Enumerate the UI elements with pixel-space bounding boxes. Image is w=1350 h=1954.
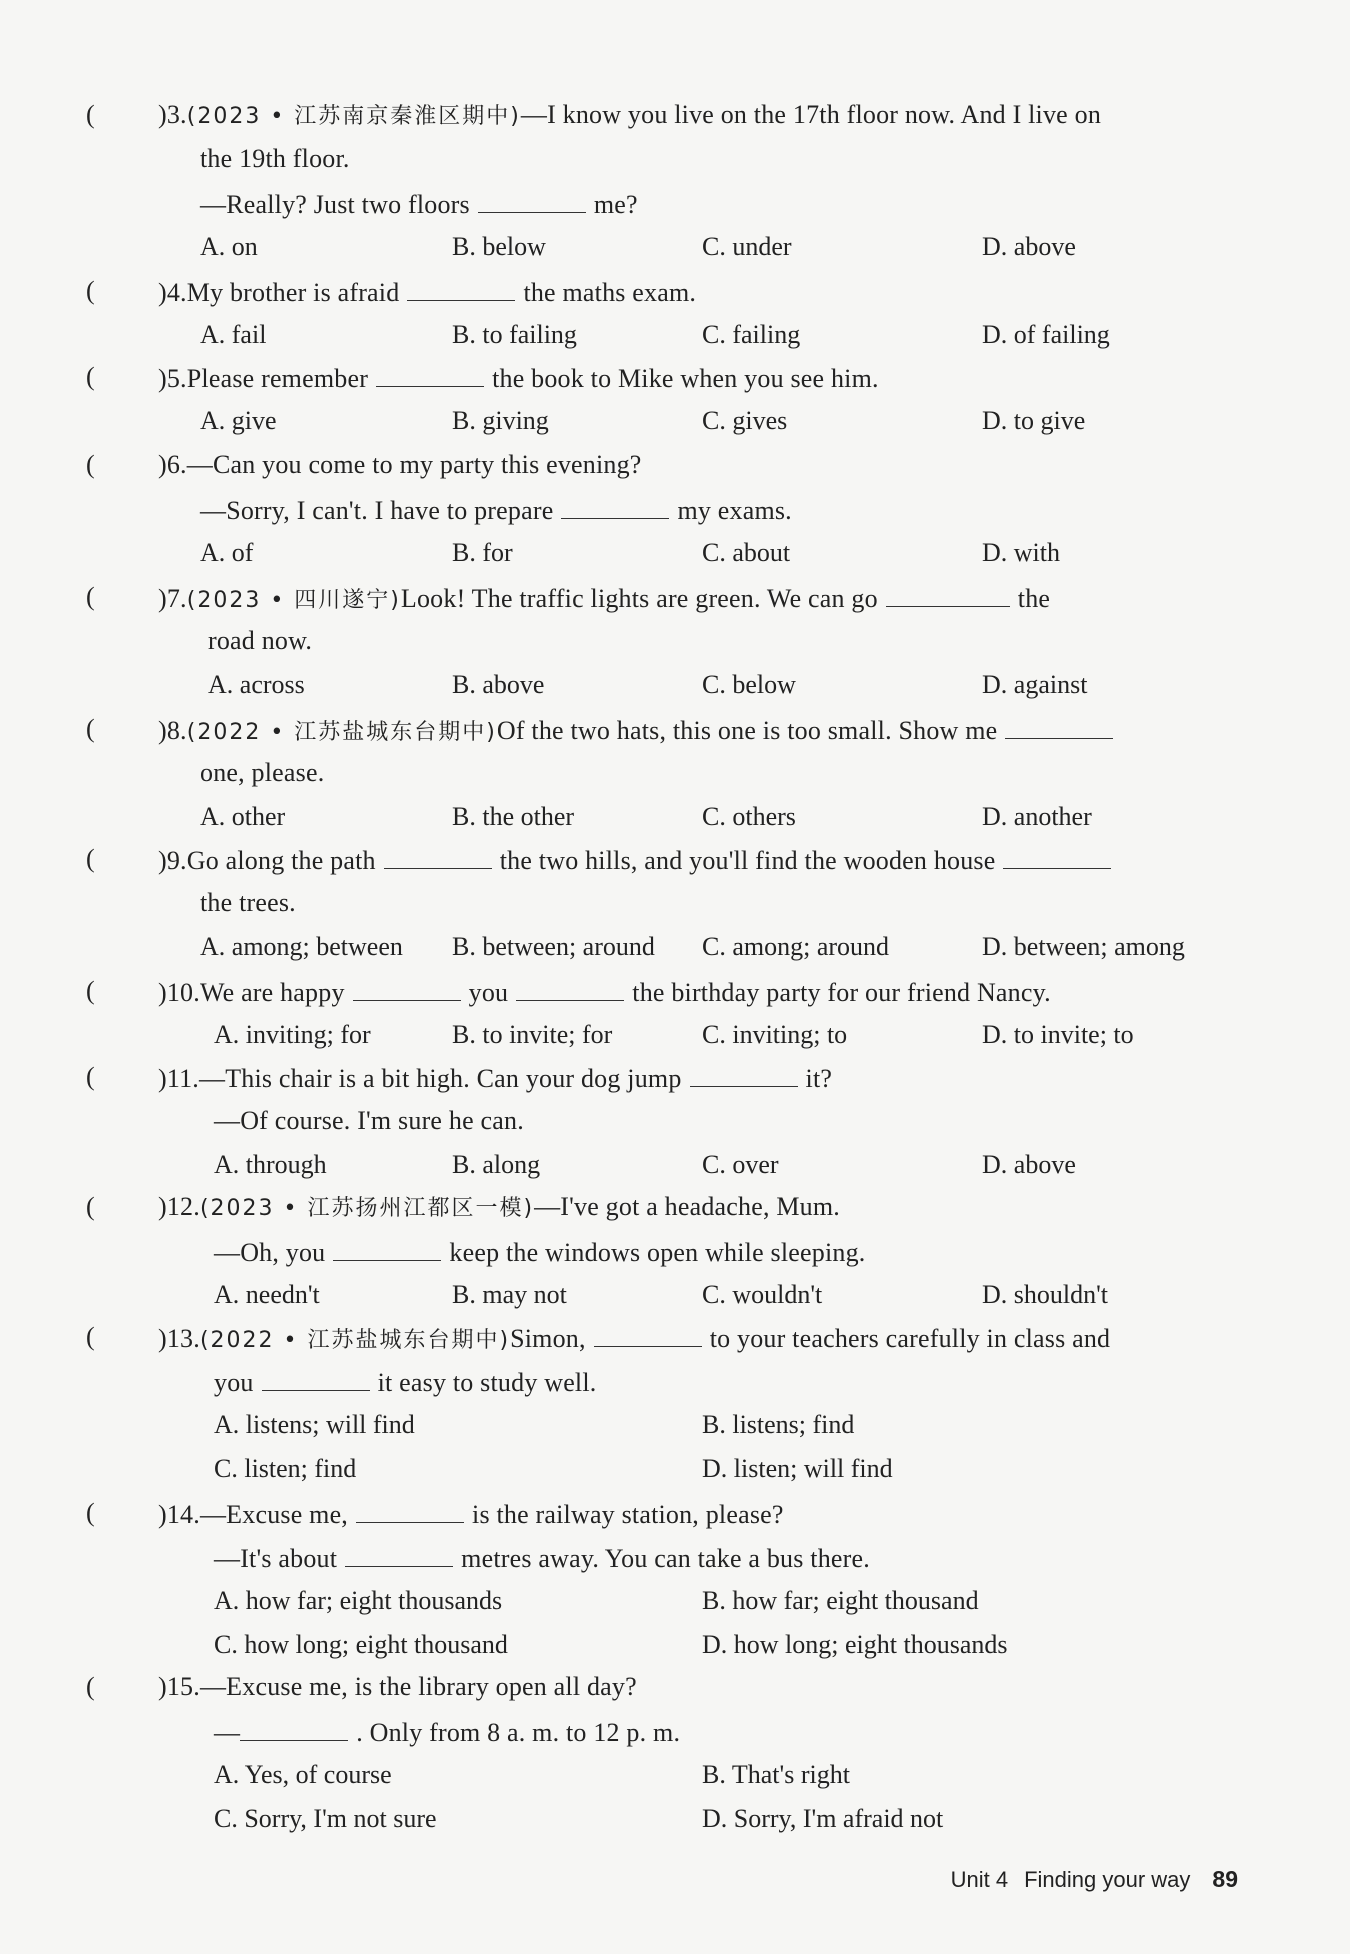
- option-d[interactable]: D. between; among: [982, 932, 1185, 961]
- option-a[interactable]: A. how far; eight thousands: [214, 1586, 503, 1615]
- option-b[interactable]: B. how far; eight thousand: [702, 1586, 979, 1615]
- option-c[interactable]: C. Sorry, I'm not sure: [214, 1804, 437, 1833]
- question-line: )13.(2022 • 江苏盐城东台期中)Simon, to your teachers carefully in class and: [158, 1320, 1110, 1354]
- answer-blank[interactable]: [1005, 712, 1113, 739]
- option-c[interactable]: C. how long; eight thousand: [214, 1630, 508, 1659]
- answer-blank[interactable]: [240, 1714, 348, 1741]
- question-line: road now.: [208, 626, 313, 655]
- answer-blank[interactable]: [886, 580, 1010, 607]
- option-d[interactable]: D. Sorry, I'm afraid not: [702, 1804, 944, 1833]
- question-line: )6.—Can you come to my party this evening?: [158, 450, 642, 479]
- answer-blank[interactable]: [333, 1234, 441, 1261]
- option-a[interactable]: A. through: [214, 1150, 327, 1179]
- option-d[interactable]: D. another: [982, 802, 1092, 831]
- option-d[interactable]: D. with: [982, 538, 1060, 567]
- answer-blank[interactable]: [376, 360, 484, 387]
- answer-blank[interactable]: [1003, 842, 1111, 869]
- question-line: )3.(2023 • 江苏南京秦淮区期中)—I know you live on the 17th floor now. And I live on: [158, 100, 1102, 129]
- option-a[interactable]: A. Yes, of course: [214, 1760, 392, 1789]
- question-line: )9.Go along the path the two hills, and you'll find the wooden house: [158, 842, 1119, 876]
- option-d[interactable]: D. how long; eight thousands: [702, 1630, 1008, 1659]
- unit-title: Finding your way: [1024, 1867, 1191, 1892]
- answer-blank[interactable]: [353, 974, 461, 1001]
- option-b[interactable]: B. the other: [452, 802, 575, 831]
- option-d[interactable]: D. listen; will find: [702, 1454, 893, 1483]
- option-a[interactable]: A. of: [200, 538, 254, 567]
- worksheet-page: ( )3.(2023 • 江苏南京秦淮区期中)—I know you live on the 17th floor now. And I live on the 19th floor. —Really? Just two floors me? A. on B. below C. under D. above ( )4.My brother is afraid the maths exam. A. fail B. to failing C. failing D. of failing ( )5.Please remember the book to Mike when you see him. A. give B. giving C. gives D. to give ( )6.—Can you come to my party this evening? —Sorry, I can't. I have to prepare my exams. A. of B. for C. about D. with ( )7.(2023 • 四川遂宁)Look! The traffic lights are green. We can go the road now. A. across B. above C. below D. against ( )8.(2022 • 江苏盐城东台期中)Of the two hats, this one is too small. Show me one, please. A. other B. the other C. others D. another ( )9.Go along the path the two hills, and you'll find the wooden house the trees. A. among; between B. between; around C. among; around D. between; among ( )10.We are happy you the birthday party for our friend Nancy. A. inviting; for B. to invite; for C. inviting; to D. to invite; to ( )11.—This chair is a bit high. Can your dog jump it? —Of course. I'm sure he can. A. through B. along C. over D. above ( )12.(2023 • 江苏扬州江都区一模)—I've got a headache, Mum. —Oh, you keep the windows open while sleeping. A. needn't B. may not C. wouldn't D. shouldn't ( )13.(2022 • 江苏盐城东台期中)Simon, to your teachers carefully in class and you it easy to study well. A. listens; will find B. listens; find C. listen; find D. listen; will find ( )14.—Excuse me, is the railway station, please? —It's about metres away. You can take a bus there. A. how far; eight thousands B. how far; eight thousand C. how long; eight thousand D. how long; eight thousands ( )15.—Excuse me, is the library open all day? — . Only from 8 a. m. to 12 p. m. A. Yes, of course B. That's right C. Sorry, I'm not sure D. Sorry, I'm afraid not Unit 4 Finding your way 89: [0, 0, 1350, 1954]
- option-c[interactable]: C. under: [702, 232, 792, 261]
- question-line: —Sorry, I can't. I have to prepare my exams.: [200, 492, 792, 526]
- unit-label: Unit 4: [950, 1867, 1009, 1892]
- option-b[interactable]: B. to failing: [452, 320, 577, 349]
- option-a[interactable]: A. listens; will find: [214, 1410, 415, 1439]
- option-a[interactable]: A. across: [208, 670, 305, 699]
- question-line: )14.—Excuse me, is the railway station, please?: [158, 1496, 784, 1530]
- question-line: )8.(2022 • 江苏盐城东台期中)Of the two hats, this one is too small. Show me: [158, 712, 1121, 746]
- question-line: —Really? Just two floors me?: [200, 186, 638, 220]
- option-d[interactable]: D. of failing: [982, 320, 1110, 349]
- option-c[interactable]: C. failing: [702, 320, 801, 349]
- option-b[interactable]: B. for: [452, 538, 513, 567]
- option-c[interactable]: C. among; around: [702, 932, 890, 961]
- option-d[interactable]: D. to give: [982, 406, 1086, 435]
- option-b[interactable]: B. listens; find: [702, 1410, 855, 1439]
- question-line: — . Only from 8 a. m. to 12 p. m.: [214, 1714, 680, 1748]
- question-line: )7.(2023 • 四川遂宁)Look! The traffic lights are green. We can go the: [158, 580, 1050, 614]
- question-line: )11.—This chair is a bit high. Can your dog jump it?: [158, 1060, 832, 1094]
- option-a[interactable]: A. among; between: [200, 932, 403, 961]
- option-c[interactable]: C. inviting; to: [702, 1020, 848, 1049]
- option-c[interactable]: C. listen; find: [214, 1454, 357, 1483]
- option-b[interactable]: B. below: [452, 232, 546, 261]
- answer-blank[interactable]: [356, 1496, 464, 1523]
- option-d[interactable]: D. against: [982, 670, 1088, 699]
- question-line: )10.We are happy you the birthday party for our friend Nancy.: [158, 974, 1051, 1008]
- question-line: )5.Please remember the book to Mike when you see him.: [158, 360, 879, 394]
- option-c[interactable]: C. gives: [702, 406, 788, 435]
- question-line: —It's about metres away. You can take a bus there.: [214, 1540, 870, 1574]
- question-line: —Of course. I'm sure he can.: [214, 1106, 524, 1135]
- option-c[interactable]: C. wouldn't: [702, 1280, 823, 1309]
- option-c[interactable]: C. about: [702, 538, 791, 567]
- option-c[interactable]: C. others: [702, 802, 796, 831]
- option-d[interactable]: D. to invite; to: [982, 1020, 1134, 1049]
- option-b[interactable]: B. to invite; for: [452, 1020, 613, 1049]
- answer-blank[interactable]: [384, 842, 492, 869]
- answer-blank[interactable]: [478, 186, 586, 213]
- option-a[interactable]: A. on: [200, 232, 258, 261]
- question-line: )15.—Excuse me, is the library open all day?: [158, 1672, 637, 1701]
- answer-blank[interactable]: [516, 974, 624, 1001]
- answer-blank[interactable]: [561, 492, 669, 519]
- page-footer: [951, 1866, 1238, 1893]
- question-line: the 19th floor.: [200, 144, 350, 173]
- question-line: —Oh, you keep the windows open while sleeping.: [214, 1234, 865, 1268]
- option-a[interactable]: A. other: [200, 802, 286, 831]
- option-a[interactable]: A. fail: [200, 320, 267, 349]
- option-b[interactable]: B. along: [452, 1150, 541, 1179]
- option-b[interactable]: B. above: [452, 670, 545, 699]
- option-d[interactable]: D. shouldn't: [982, 1280, 1109, 1309]
- option-d[interactable]: D. above: [982, 1150, 1076, 1179]
- option-a[interactable]: A. inviting; for: [214, 1020, 371, 1049]
- question-line: one, please.: [200, 758, 325, 787]
- option-c[interactable]: C. over: [702, 1150, 779, 1179]
- answer-blank[interactable]: [690, 1060, 798, 1087]
- question-line: you it easy to study well.: [214, 1364, 596, 1398]
- page-number: 89: [1212, 1866, 1238, 1892]
- option-b[interactable]: B. may not: [452, 1280, 567, 1309]
- answer-blank[interactable]: [594, 1320, 702, 1347]
- option-c[interactable]: C. below: [702, 670, 796, 699]
- answer-blank[interactable]: [345, 1540, 453, 1567]
- option-b[interactable]: B. between; around: [452, 932, 655, 961]
- answer-blank[interactable]: [407, 274, 515, 301]
- question-line: )12.(2023 • 江苏扬州江都区一模)—I've got a headache, Mum.: [158, 1192, 840, 1221]
- question-line: the trees.: [200, 888, 296, 917]
- option-b[interactable]: B. giving: [452, 406, 549, 435]
- option-a[interactable]: A. needn't: [214, 1280, 320, 1309]
- option-a[interactable]: A. give: [200, 406, 277, 435]
- answer-blank[interactable]: [262, 1364, 370, 1391]
- question-line: )4.My brother is afraid the maths exam.: [158, 274, 696, 308]
- option-d[interactable]: D. above: [982, 232, 1076, 261]
- option-b[interactable]: B. That's right: [702, 1760, 850, 1789]
